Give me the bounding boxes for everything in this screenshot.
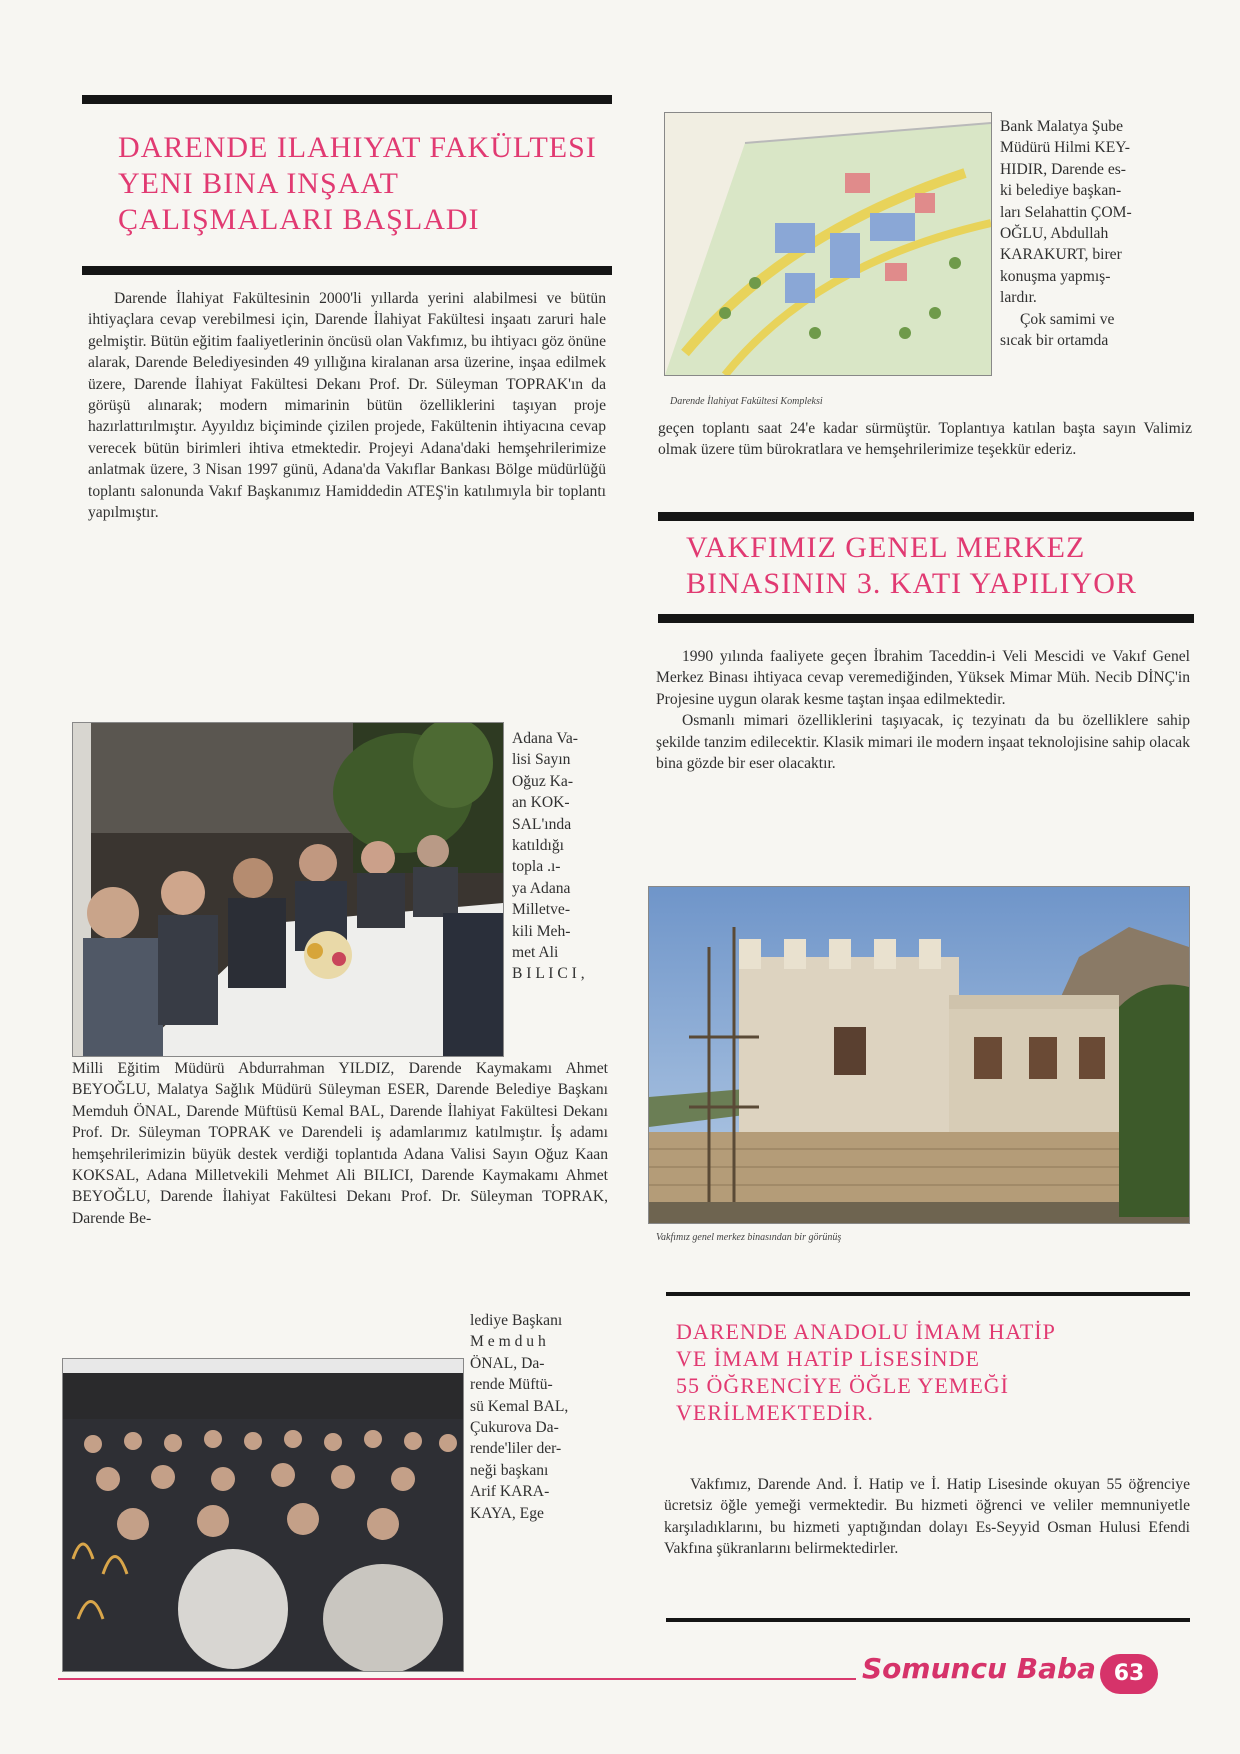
page-number: 63 <box>1100 1654 1158 1694</box>
side-line: rende'liler der- <box>470 1440 562 1458</box>
side-line: topla .ı- <box>512 858 561 876</box>
article3-body <box>664 1474 1190 1560</box>
headline-line: VAKFIMIZ GENEL MERKEZ <box>686 531 1086 564</box>
side-line: Oğuz Ka- <box>512 772 574 790</box>
headline-line: DARENDE ANADOLU İMAM HATİP <box>676 1319 1056 1344</box>
side-line: ki belediye başkan- <box>1000 182 1122 200</box>
side-line: M e m d u h <box>470 1333 546 1351</box>
rule-article2-bottom <box>658 614 1194 623</box>
side-line: SAL'ında <box>512 815 572 833</box>
headline-line: VERİLMEKTEDİR. <box>676 1400 874 1425</box>
side-line: ları Selahattin ÇOM- <box>1000 203 1132 221</box>
side-line: ya Adana <box>512 879 571 897</box>
meeting-photo <box>72 722 504 1057</box>
headline-line: VE İMAM HATİP LİSESİNDE <box>676 1346 980 1371</box>
side-line: rende Müftü- <box>470 1376 553 1394</box>
headline-line: BINASININ 3. KATI YAPILIYOR <box>686 567 1137 600</box>
photo1-side-text <box>512 728 608 985</box>
side-line: Çok samimi ve <box>1020 310 1115 328</box>
building-photo <box>648 886 1190 1224</box>
map-side-text <box>1000 116 1190 351</box>
side-line: Müdürü Hilmi KEY- <box>1000 139 1130 157</box>
side-line: B I L I C I , <box>512 965 585 983</box>
article3-headline <box>676 1318 1056 1426</box>
side-line: an KOK- <box>512 794 570 812</box>
headline-line: ÇALIŞMALARI BAŞLADI <box>118 203 480 236</box>
article2-headline <box>686 530 1137 602</box>
side-line: KARAKURT, birer <box>1000 246 1122 264</box>
article2-paragraph-1: 1990 yılında faaliyete geçen İbrahim Taceddin-i Veli Mescidi ve Vakıf Genel Merkez Binası ihtiyaca cevap veremediğinden, Yüksek Mimar Müh. Necib DİNÇ'in Projesine uygun olarak kesme taştan inşaa edilmektedir. <box>656 648 1190 708</box>
side-line: OĞLU, Abdullah <box>1000 225 1109 243</box>
right-top-paragraph: geçen toplantı saat 24'e kadar sürmüştür. Toplantıya katılan başta sayın Valimiz olmak üzere tüm bürokratlara ve hemşehrilerimize teşekkür ederiz. <box>658 420 1192 459</box>
rule-article3-top <box>666 1292 1190 1296</box>
side-line: lardır. <box>1000 289 1037 307</box>
side-line: met Ali <box>512 944 559 962</box>
side-line: konuşma yapmış- <box>1000 267 1111 285</box>
magazine-brand-logo: Somuncu Baba <box>862 1652 1096 1685</box>
article1-continued-paragraph: Milli Eğitim Müdürü Abdurrahman YILDIZ, Darende Kaymakamı Ahmet BEYOĞLU, Malatya Sağlık Müdürü Süleyman ESER, Darende Belediye Başkanı Memduh ÖNAL, Darende Müftüsü Kemal BAL, Darende İlahiyat Fakültesi Dekanı Prof. Dr. Süleyman TOPRAK ve Darendeli iş adamlarımız katılmıştır. İş adamı hemşehrilerimizin büyük destek verdiği toplantıda Adana Valisi Sayın Oğuz Kaan KOKSAL, Adana Milletvekili Mehmet Ali BILICI, Darende Kaymakamı Ahmet BEYOĞLU, Darende İlahiyat Fakültesi Dekanı Prof. Dr. Süleyman TOPRAK, Darende Be- <box>72 1060 608 1227</box>
side-line: katıldığı <box>512 837 564 855</box>
article2-paragraph-2: Osmanlı mimari özelliklerini taşıyacak, iç tezyinatı da bu özelliklere sahip şekilde tanzim edilecektir. Klasik mimari ile modern inşaat teknolojisine sahip olacak bina gözde bir eser olacaktır. <box>656 712 1190 773</box>
rule-article3-bottom <box>666 1618 1190 1622</box>
headline-rule-left <box>82 266 612 275</box>
side-line: ÖNAL, Da- <box>470 1354 545 1372</box>
side-line: lediye Başkanı <box>470 1312 563 1329</box>
side-line: Adana Va- <box>512 730 578 747</box>
footer-line <box>58 1678 856 1680</box>
side-line: lisi Sayın <box>512 751 571 769</box>
side-line: HIDIR, Darende es- <box>1000 160 1126 178</box>
right-top-continued <box>658 418 1192 461</box>
site-plan-caption: Darende İlahiyat Fakültesi Kompleksi <box>670 396 823 407</box>
side-line: Çukurova Da- <box>470 1419 559 1437</box>
side-line: KAYA, Ege <box>470 1504 544 1522</box>
rule-article2-top <box>658 512 1194 521</box>
side-line: Bank Malatya Şube <box>1000 118 1123 135</box>
article1-headline <box>118 130 597 238</box>
article3-paragraph: Vakfımız, Darende And. İ. Hatip ve İ. Hatip Lisesinde okuyan 55 öğrenciye ücretsiz öğle yemeği vermektedir. Bu hizmeti öğrenci ve veliler memnuniyetle karşıladıklarını, bu hizmeti yaptığından dolayı Es-Seyyid Osman Hulusi Efendi Vakfına şükranlarını belirmektedirler. <box>664 1476 1190 1558</box>
article1-body <box>88 288 606 523</box>
article2-body <box>656 646 1190 774</box>
headline-line: YENI BINA INŞAAT <box>118 167 399 200</box>
side-line: sıcak bir ortamda <box>1000 332 1109 350</box>
side-line: Arif KARA- <box>470 1483 550 1501</box>
side-line: Milletve- <box>512 901 571 919</box>
headline-line: 55 ÖĞRENCİYE ÖĞLE YEMEĞİ <box>676 1373 1009 1398</box>
audience-photo <box>62 1358 464 1672</box>
side-line: sü Kemal BAL, <box>470 1397 569 1415</box>
building-photo-caption: Vakfımız genel merkez binasından bir görünüş <box>656 1232 842 1243</box>
headline-line: DARENDE ILAHIYAT FAKÜLTESI <box>118 131 597 164</box>
top-rule-left <box>82 95 612 104</box>
side-line: kili Meh- <box>512 922 571 940</box>
photo2-side-text <box>470 1310 606 1524</box>
article1-continued <box>72 1058 608 1229</box>
site-plan-image <box>664 112 992 376</box>
article1-paragraph: Darende İlahiyat Fakültesinin 2000'li yıllarda yerini alabilmesi ve bütün ihtiyaçlara cevap verebilmesi için, Darende İlahiyat Fakültesi inşaatı zaruri hale gelmiştir. Bütün eğitim faaliyetlerinin öncüsü olan Vakfımız, bu ihtiyacı göz önüne alarak, Darende Belediyesinden 49 yıllığına kiralanan arsa üzerine, inşaa edilmek üzere, Darende İlahiyat Fakültesi Dekanı Prof. Dr. Süleyman TOPRAK'ın da görüşü alınarak; modern mimarinin bütün özelliklerini taşıyan proje hazırlattırılmıştır. Ayyıldız biçiminde çizilen projede, Fakültenin ihtiyacına cevap verecek bütün birimleri ihtiva etmektedir. Projeyi Adana'daki hemşehrilerimize anlatmak üzere, 3 Nisan 1997 günü, Adana'da Vakıflar Bankası Bölge müdürlüğü toplantı salonunda Vakıf Başkanımız Hamiddedin ATEŞ'in katılımıyla bir toplantı yapılmıştır. <box>88 290 606 522</box>
side-line: neği başkanı <box>470 1461 549 1479</box>
